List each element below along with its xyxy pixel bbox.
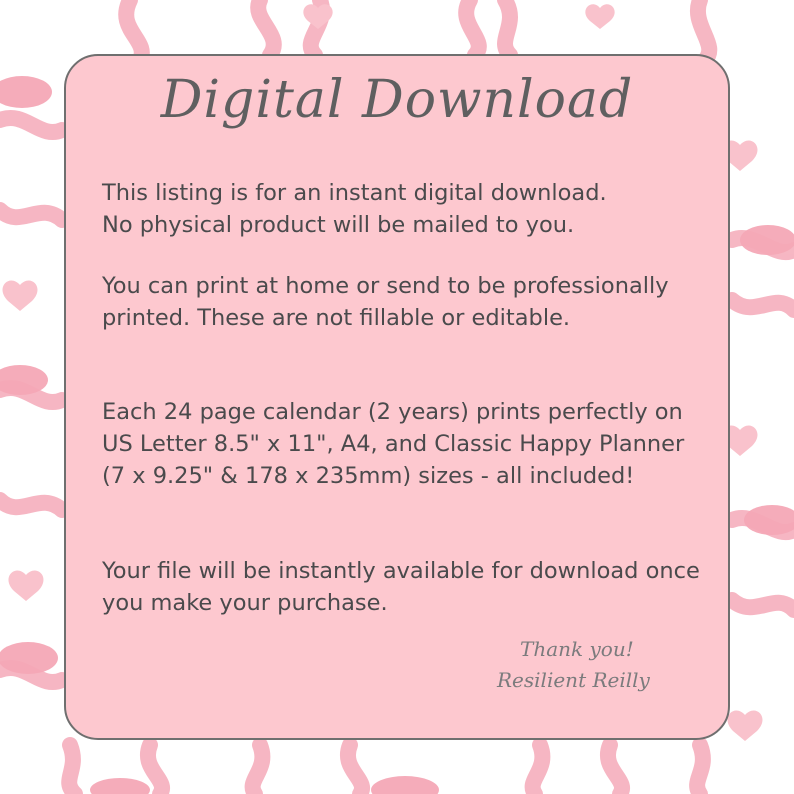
paragraph-sizes: Each 24 page calendar (2 years) prints perfectly on US Letter 8.5" x 11", A4, and Classic Happy Planner (7 x 9.25" & 178 x 235mm) sizes - all included!: [102, 399, 685, 489]
signature-name: Resilient Reilly: [497, 668, 650, 692]
page-title: Digital Download: [160, 70, 634, 130]
paragraph-printing: You can print at home or send to be professionally printed. These are not fillable or editable.: [102, 273, 669, 331]
paragraph-instant-download: This listing is for an instant digital download. No physical product will be mailed to you.: [102, 180, 607, 238]
signature-thank-you: Thank you!: [520, 637, 634, 661]
paragraph-availability: Your file will be instantly available for download once you make your purchase.: [102, 558, 700, 616]
